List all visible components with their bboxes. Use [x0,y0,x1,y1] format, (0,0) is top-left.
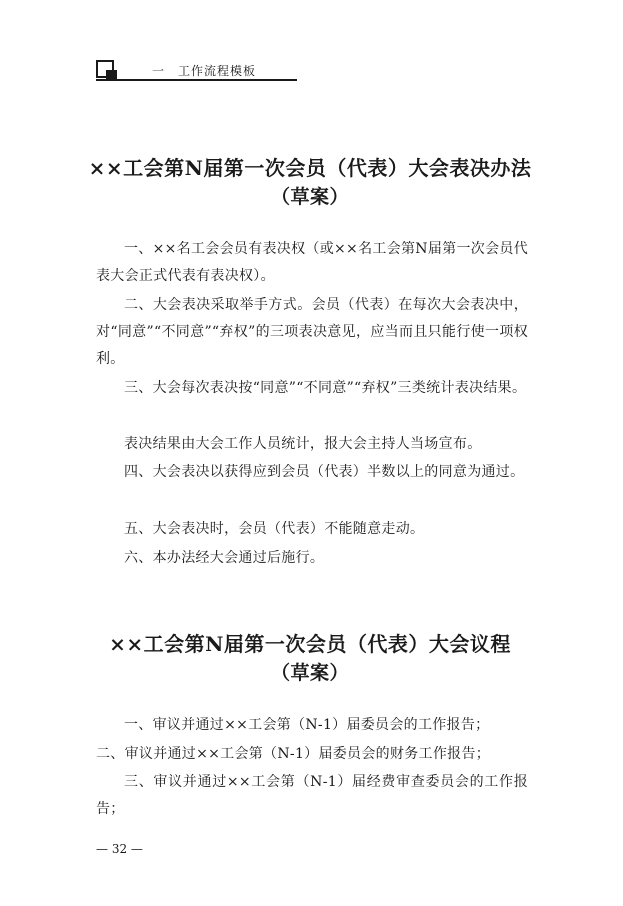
doc2-paragraph-3: 三、审议并通过××工会第（N-1）届经费审查委员会的工作报告； [96,774,528,817]
running-header [96,60,297,84]
doc1-paragraph-2: 二、大会表决采取举手方式。会员（代表）在每次大会表决中，对“同意”“不同意”“弃权”的三项表决意见，应当而且只能行使一项权利。 [96,297,528,367]
doc1-paragraph-5: 四、大会表决以获得应到会员（代表）半数以上的同意为通过。 [124,464,525,480]
doc1-title-line2: （草案） [270,186,349,208]
doc1-paragraph-4: 表决结果由大会工作人员统计，报大会主持人当场宣布。 [124,436,482,452]
section-label: 一 工作流程模板 [152,64,257,78]
doc1-paragraph-1: 一、××名工会会员有表决权（或××名工会第N届第一次会员代表大会正式代表有表决权）。 [96,241,528,284]
doc1-paragraph-6: 五、大会表决时，会员（代表）不能随意走动。 [124,521,425,537]
page-number: — 32 — [96,842,143,856]
doc2-paragraph-2: 二、审议并通过××工会第（N-1）届委员会的财务工作报告； [96,746,491,762]
doc1-title-line1: ××工会第N届第一次会员（代表）大会表决办法 [88,156,532,180]
doc1-paragraph-7: 六、本办法经大会通过后施行。 [124,550,325,566]
doc1-title [60,154,560,212]
doc2-title [60,630,560,688]
header-rule [96,79,297,81]
doc2-title-line2: （草案） [270,662,349,684]
doc2-paragraph-1: 一、审议并通过××工会第（N-1）届委员会的工作报告； [124,717,490,733]
doc2-title-line1: ××工会第N届第一次会员（代表）大会议程 [109,632,511,656]
doc1-paragraph-3: 三、大会每次表决按“同意”“不同意”“弃权”三类统计表决结果。 [124,380,527,396]
